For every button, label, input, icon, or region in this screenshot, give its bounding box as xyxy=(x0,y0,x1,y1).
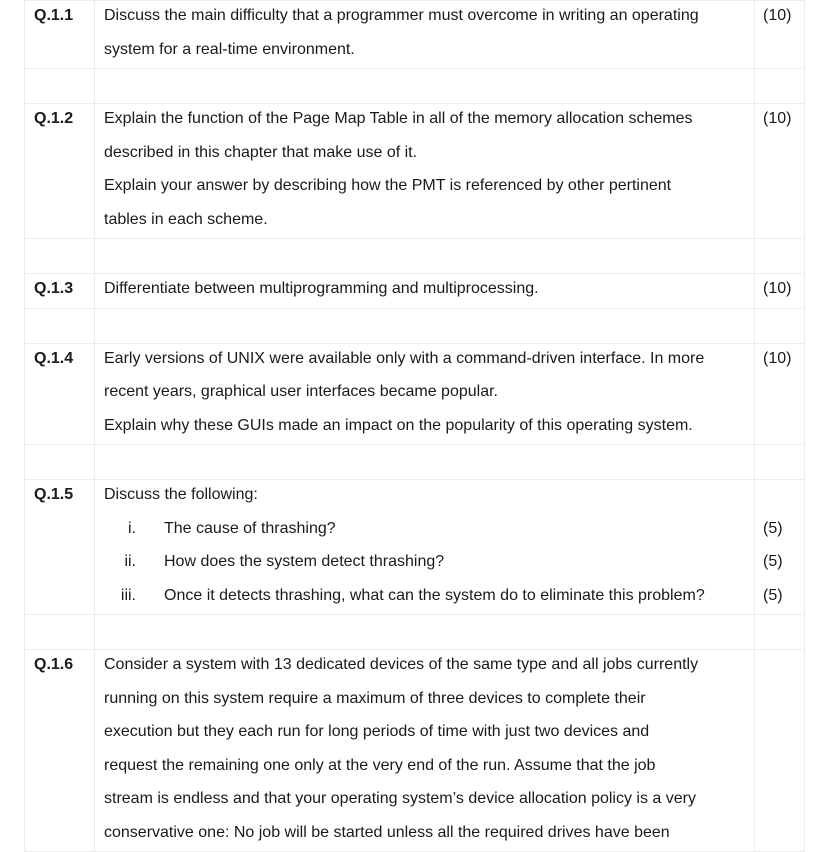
question-intro: Discuss the following: xyxy=(104,486,258,503)
question-text xyxy=(95,650,755,852)
question-number: Q.1.1 xyxy=(25,1,95,69)
question-row xyxy=(25,104,805,239)
question-line: Discuss the main difficulty that a programmer must overcome in writing an operating xyxy=(104,7,699,24)
question-row xyxy=(25,343,805,445)
question-number: Q.1.4 xyxy=(25,343,95,445)
question-line: request the remaining one only at the very end of the run. Assume that the job xyxy=(104,756,656,774)
question-number: Q.1.5 xyxy=(25,480,95,615)
question-line: described in this chapter that make use of it. xyxy=(104,143,418,161)
question-line: Explain the function of the Page Map Table in all of the memory allocation schemes xyxy=(104,110,693,127)
question-text xyxy=(95,343,755,445)
spacer-row xyxy=(25,615,805,650)
question-line: system for a real-time environment. xyxy=(104,40,355,58)
sub-question-text: How does the system detect thrashing? xyxy=(164,553,445,570)
question-text xyxy=(95,1,755,69)
question-line: execution but they each run for long periods of time with just two devices and xyxy=(104,723,650,740)
question-line: Early versions of UNIX were available only with a command-driven interface. In more xyxy=(104,349,705,367)
question-row xyxy=(25,274,805,309)
spacer-row xyxy=(25,308,805,343)
sub-question-text: The cause of thrashing? xyxy=(164,519,336,537)
question-text xyxy=(95,480,755,615)
question-line: conservative one: No job will be started unless all the required drives have been xyxy=(104,823,670,841)
question-line: Explain why these GUIs made an impact on the popularity of this operating system. xyxy=(104,416,693,434)
sub-question-marks: (5) xyxy=(763,586,783,604)
question-number: Q.1.6 xyxy=(25,650,95,852)
question-line: tables in each scheme. xyxy=(104,210,268,228)
roman-numeral: ii. xyxy=(124,553,136,570)
question-text xyxy=(95,274,755,309)
sub-question xyxy=(104,581,746,615)
question-marks xyxy=(755,480,805,615)
question-line: recent years, graphical user interfaces became popular. xyxy=(104,383,498,400)
spacer-row xyxy=(25,445,805,480)
question-line: Differentiate between multiprogramming and multiprocessing. xyxy=(104,280,539,297)
question-marks: (10) xyxy=(755,343,805,445)
question-line: stream is endless and that your operating system’s device allocation policy is a very xyxy=(104,790,696,807)
question-table xyxy=(24,0,805,852)
sub-question-marks: (5) xyxy=(763,553,783,570)
question-marks: (10) xyxy=(755,104,805,239)
roman-numeral: i. xyxy=(128,519,136,537)
question-number: Q.1.2 xyxy=(25,104,95,239)
sub-question xyxy=(104,514,746,548)
question-row xyxy=(25,480,805,615)
spacer-row xyxy=(25,69,805,104)
roman-numeral: iii. xyxy=(120,586,136,604)
spacer-row xyxy=(25,239,805,274)
sub-question xyxy=(104,547,746,581)
question-line: running on this system require a maximum of three devices to complete their xyxy=(104,689,646,707)
question-marks xyxy=(755,650,805,852)
question-number: Q.1.3 xyxy=(25,274,95,309)
question-line: Consider a system with 13 dedicated devices of the same type and all jobs currently xyxy=(104,656,699,673)
question-text xyxy=(95,104,755,239)
sub-question-marks: (5) xyxy=(763,519,783,537)
sub-question-text: Once it detects thrashing, what can the system do to eliminate this problem? xyxy=(164,586,705,604)
question-row xyxy=(25,1,805,69)
question-marks: (10) xyxy=(755,1,805,69)
question-line: Explain your answer by describing how the PMT is referenced by other pertinent xyxy=(104,177,672,194)
question-marks: (10) xyxy=(755,274,805,309)
question-row xyxy=(25,650,805,852)
